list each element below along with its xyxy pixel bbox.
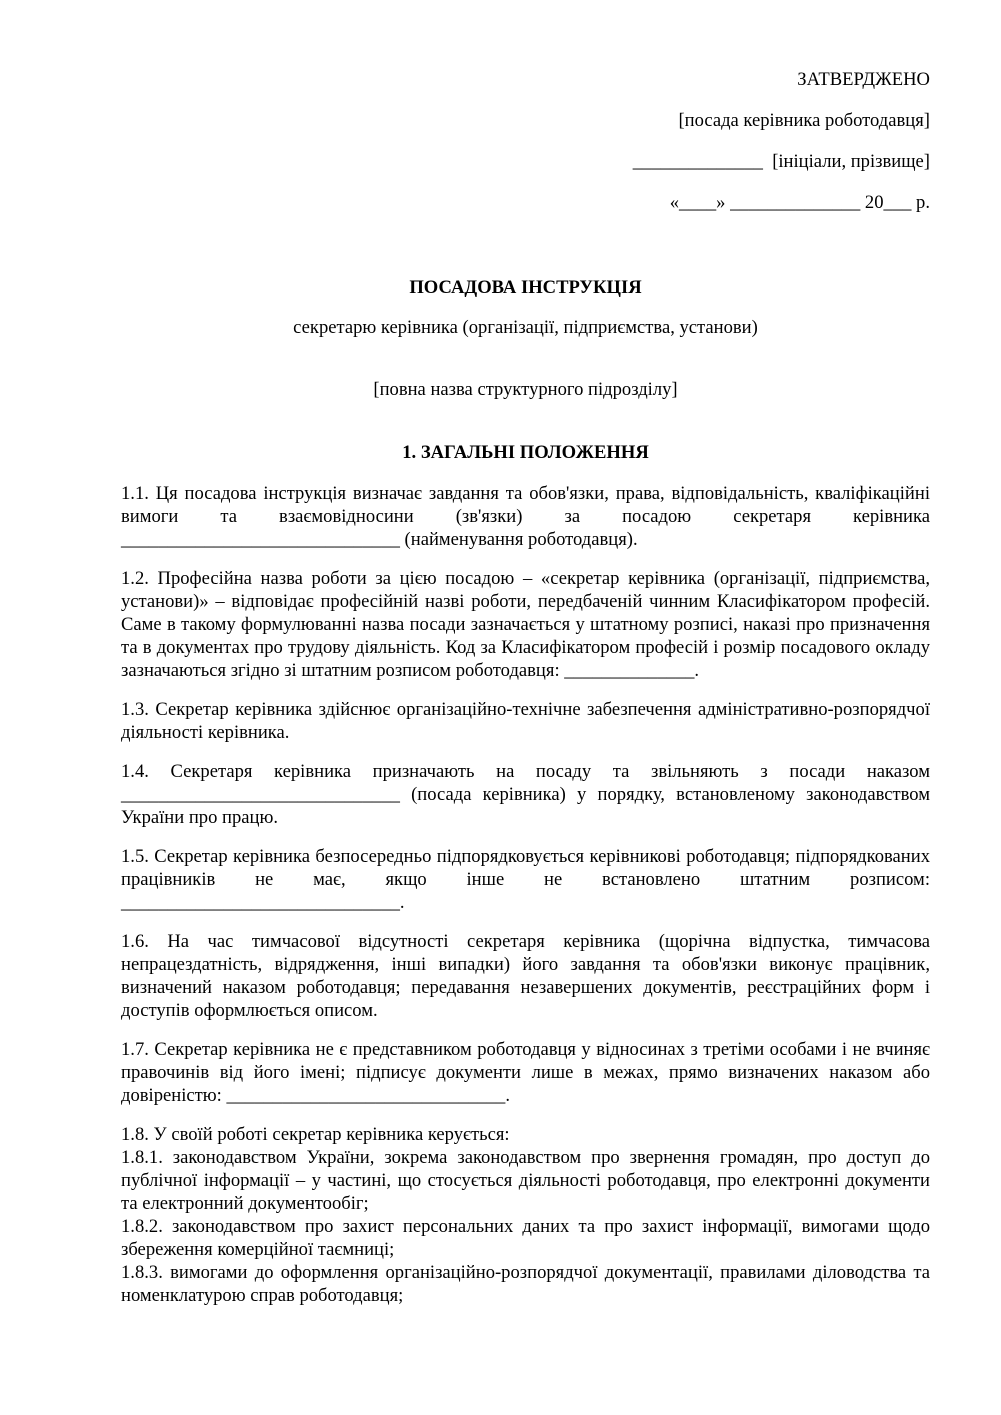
approver-position: [посада керівника роботодавця] (678, 110, 930, 131)
paragraph-1-8-3: 1.8.3. вимогами до оформлення організаційно-розпорядчої документації, правилами діловодства та номенклатурою справ роботодавця; (121, 1262, 930, 1306)
paragraph-1-8-1: 1.8.1. законодавством України, зокрема законодавством про звернення громадян, про доступ до публічної інформації – у частині, що стосується діяльності роботодавця, про електронні документи та електронний документообіг; (121, 1147, 930, 1214)
document-subtitle: секретарю керівника (організації, підприємства, установи) (293, 317, 758, 338)
section-heading: 1. ЗАГАЛЬНІ ПОЛОЖЕННЯ (402, 442, 649, 463)
paragraph-1-1: 1.1. Ця посадова інструкція визначає завдання та обов'язки, права, відповідальність, кваліфікаційні вимоги та взаємовідносини (зв'язки) за посадою секретаря керівника ______________________________ (найменування роботодавця). (121, 483, 930, 550)
paragraph-1-5: 1.5. Секретар керівника безпосередньо підпорядковується керівникові роботодавця; підпорядкованих працівників не має, якщо інше не встановлено штатним розписом: ______________________________. (121, 846, 930, 913)
section-body (121, 482, 930, 1307)
paragraph-1-6: 1.6. На час тимчасової відсутності секретаря керівника (щорічна відпустка, тимчасова непрацездатність, відрядження, інші випадки) його завдання та обов'язки виконує працівник, визначений наказом роботодавця; передавання незавершених документів, реєстраційних форм і доступів оформлюється описом. (121, 931, 930, 1021)
paragraph-1-4: 1.4. Секретаря керівника призначають на посаду та звільняють з посади наказом ______________________________ (посада керівника) у порядку, встановленому законодавством України про працю. (121, 761, 930, 828)
paragraph-1-3: 1.3. Секретар керівника здійснює організаційно-технічне забезпечення адміністративно-розпорядчої діяльності керівника. (121, 699, 930, 743)
approval-date-line: «____» ______________ 20___ р. (669, 192, 930, 213)
paragraph-1-8: 1.8. У своїй роботі секретар керівника керується: (121, 1124, 510, 1145)
approval-block (633, 68, 930, 232)
paragraph-1-7: 1.7. Секретар керівника не є представником роботодавця у відносинах з третіми особами і не вчиняє правочинів від його імені; підписує документи лише в межах, прямо визначених наказом або довіреністю: ______________________________. (121, 1039, 930, 1106)
approval-label: ЗАТВЕРДЖЕНО (797, 69, 930, 90)
paragraph-1-8-2: 1.8.2. законодавством про захист персональних даних та про захист інформації, вимогами щодо збереження комерційної таємниці; (121, 1216, 930, 1260)
document-title: ПОСАДОВА ІНСТРУКЦІЯ (409, 277, 642, 298)
structural-unit: [повна назва структурного підрозділу] (373, 379, 678, 400)
paragraph-1-2: 1.2. Професійна назва роботи за цією посадою – «секретар керівника (організації, підприємства, установи)» – відповідає професійній назві роботи, передбаченій чинним Класифікатором професій. Саме в такому формулюванні назва посади зазначається у штатному розписі, наказі про призначення та в документах про трудову діяльність. Код за Класифікатором професій і розмір посадового окладу зазначаються згідно зі штатним розписом роботодавця: ______________. (121, 568, 930, 681)
approver-signature-line: ______________ [ініціали, прізвище] (632, 151, 930, 172)
